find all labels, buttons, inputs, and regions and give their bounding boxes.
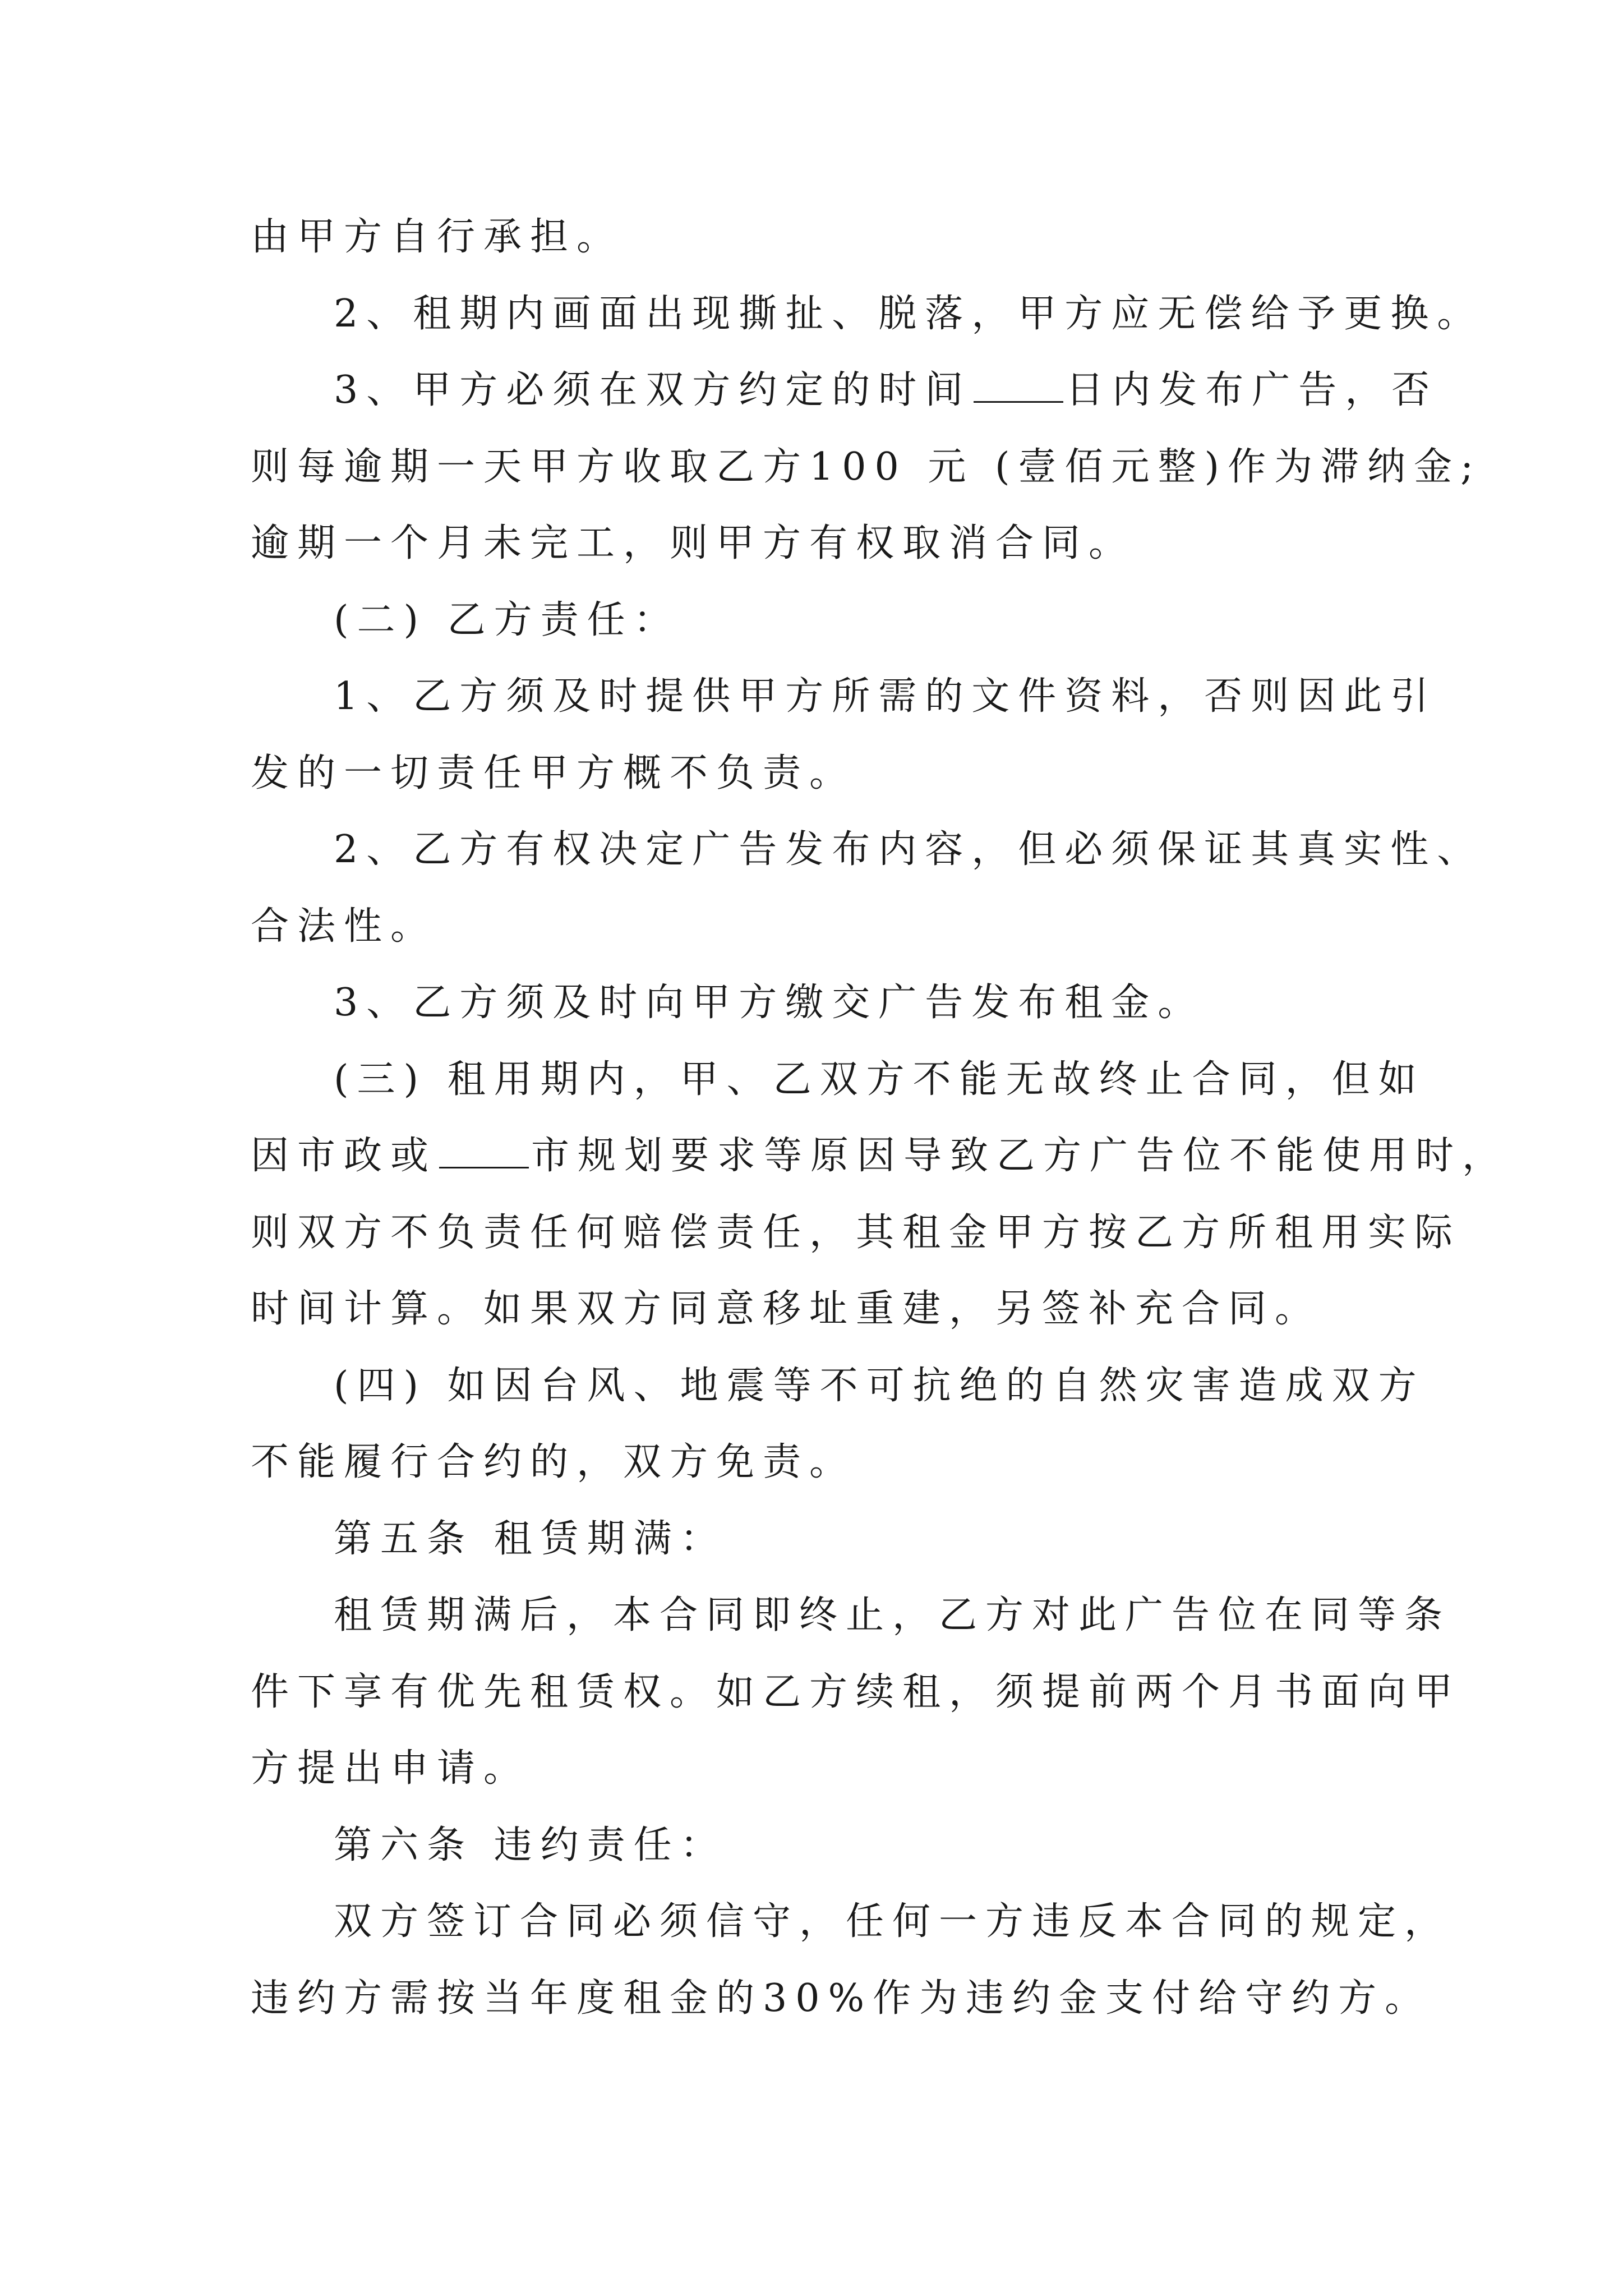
line-text: 日内发布广告，否 [1066,368,1438,412]
text-line [251,1577,1451,1654]
line-text: 1、乙方须及时提供甲方所需的文件资料，否则因此引 [334,674,1437,719]
text-line [251,1731,1406,1807]
line-text: 第六条 违约责任： [334,1823,727,1867]
fill-in-blank [974,367,1063,403]
document-body [251,199,1509,2037]
line-text: 则每逾期一天甲方收取乙方100 元 (壹佰元整)作为滞纳金; [251,444,1482,489]
line-text: 逾期一个月未完工，则甲方有权取消合同。 [251,521,1136,565]
text-line [251,1654,1461,1731]
line-text: 市规划要求等原因导致乙方广告位不能使用时， [531,1134,1509,1178]
line-text: (四) 如因台风、地震等不可抗绝的自然灾害造成双方 [334,1363,1425,1408]
line-text: 因市政或 [251,1134,437,1178]
line-text: 双方签订合同必须信守，任何一方违反本合同的规定， [334,1899,1451,1944]
text-line [251,582,1406,659]
text-line [251,889,1406,965]
text-line [251,199,1406,276]
text-line [251,1271,1406,1348]
line-text: 违约方需按当年度租金的30%作为违约金支付给守约方。 [251,1976,1432,2021]
line-text: (二) 乙方责任： [334,597,680,642]
text-line [251,1424,1406,1501]
text-line [251,1501,1406,1578]
text-line [251,352,1438,429]
line-text: 方提出申请。 [251,1746,531,1791]
text-line [251,735,1406,812]
text-line [251,1807,1406,1884]
line-text: 租赁期满后，本合同即终止，乙方对此广告位在同等条 [334,1593,1451,1637]
line-text: 不能履行合约的，双方免责。 [251,1440,856,1484]
text-line [251,276,1484,353]
line-text: 2、乙方有权决定广告发布内容，但必须保证其真实性、 [334,827,1484,872]
text-line [251,1348,1425,1425]
line-text: 发的一切责任甲方概不负责。 [251,751,856,795]
text-line [251,1195,1461,1272]
line-text: 2、租期内画面出现撕扯、脱落，甲方应无偿给予更换。 [334,291,1484,336]
fill-in-blank [439,1133,529,1168]
text-line [251,1118,1509,1195]
line-text: (三) 租用期内，甲、乙双方不能无故终止合同，但如 [334,1057,1425,1102]
text-line [251,1884,1451,1961]
text-line [251,429,1482,506]
text-line [251,1961,1432,2037]
line-text: 则双方不负责任何赔偿责任，其租金甲方按乙方所租用实际 [251,1210,1461,1255]
text-line [251,812,1484,889]
text-line [251,505,1406,582]
line-text: 3、乙方须及时向甲方缴交广告发布租金。 [334,981,1205,1025]
text-line [251,659,1437,735]
line-text: 第五条 租赁期满： [334,1516,727,1561]
line-text: 合法性。 [251,904,437,949]
text-line [251,965,1406,1042]
line-text: 时间计算。如果双方同意移址重建，另签补充合同。 [251,1287,1322,1331]
line-text: 由甲方自行承担。 [251,215,624,259]
line-text: 3、甲方必须在双方约定的时间 [334,368,972,412]
text-line [251,1042,1425,1119]
line-text: 件下享有优先租赁权。如乙方续租，须提前两个月书面向甲 [251,1669,1461,1714]
